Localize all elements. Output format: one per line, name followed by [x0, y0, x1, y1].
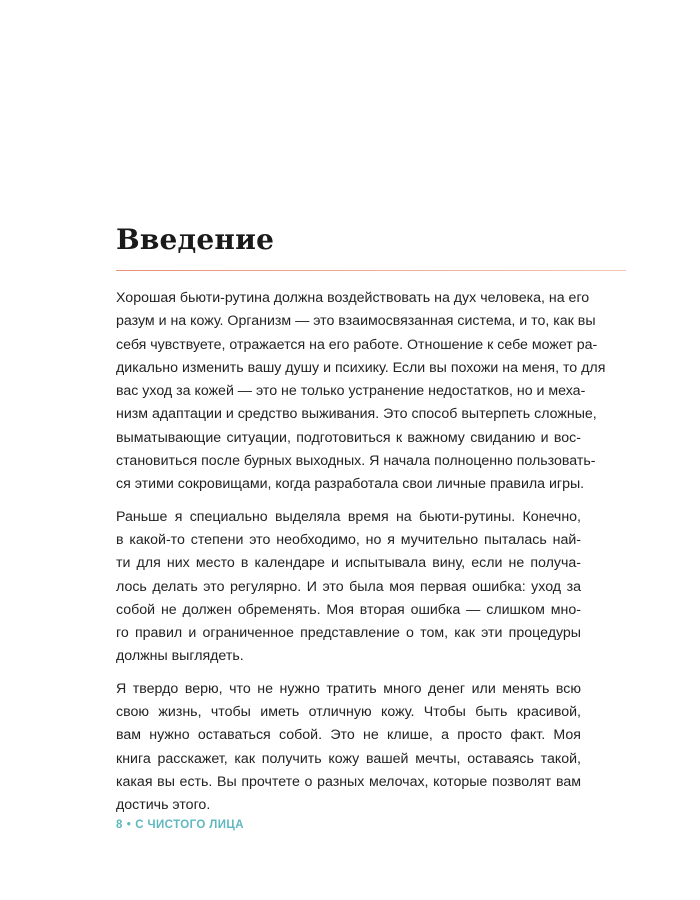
- text-line: выматывающие ситуации, подготовиться к важному свиданию и вос-: [116, 429, 581, 446]
- text-line: вас уход за кожей — это не только устранение недостатков, но и меха-: [116, 383, 586, 400]
- page-number: 8: [116, 819, 123, 831]
- text-line: Раньше я специально выделяла время на бьюти-рутины. Конечно,: [116, 508, 581, 525]
- paragraph-3: [116, 678, 581, 818]
- text-line: Я твердо верю, что не нужно тратить много денег или менять всю: [116, 680, 581, 697]
- paragraph-1: [116, 287, 606, 497]
- text-line: достичь этого.: [116, 797, 211, 814]
- chapter-body: [116, 287, 606, 827]
- page-footer: [116, 819, 244, 831]
- paragraph-2: [116, 506, 581, 669]
- text-line: книга расскажет, как получить кожу вашей мечты, оставаясь такой,: [116, 750, 581, 767]
- text-line: низм адаптации и средство выживания. Это способ вытерпеть сложные,: [116, 406, 597, 423]
- text-line: дикально изменить вашу душу и психику. Если вы похожи на меня, то для: [116, 359, 606, 376]
- text-line: свою жизнь, чтобы иметь отличную кожу. Чтобы быть красивой,: [116, 704, 581, 721]
- text-line: лось делать это регулярно. И это была моя первая ошибка: уход за: [116, 578, 581, 595]
- text-line: ся этими сокровищами, когда разработала свои личные правила игры.: [116, 476, 585, 493]
- text-line: собой не должен обременять. Моя вторая ошибка — слишком мно-: [116, 601, 581, 618]
- text-line: становиться после бурных выходных. Я начала полноценно пользовать-: [116, 453, 596, 470]
- heading-divider: [116, 270, 626, 271]
- text-line: вам нужно оставаться собой. Это не клише, а просто факт. Моя: [116, 727, 581, 744]
- text-line: какая вы есть. Вы прочтете о разных мелочах, которые позволят вам: [116, 773, 581, 790]
- text-line: разум и на кожу. Организм — это взаимосвязанная система, и то, как вы: [116, 313, 596, 330]
- text-line: себя чувствуете, отражается на его работе. Отношение к себе может ра-: [116, 336, 598, 353]
- text-line: Хорошая бьюти-рутина должна воздействовать на дух человека, на его: [116, 290, 590, 306]
- footer-separator: •: [126, 819, 132, 831]
- chapter-heading: Введение: [116, 223, 275, 256]
- running-title: С ЧИСТОГО ЛИЦА: [135, 819, 244, 831]
- text-line: ти для них место в календаре и испытывала вину, если не получа-: [116, 555, 581, 572]
- text-line: го правил и ограниченное представление о том, как эти процедуры: [116, 625, 581, 642]
- text-line: в какой-то степени это необходимо, но я мучительно пыталась най-: [116, 531, 581, 548]
- text-line: должны выглядеть.: [116, 648, 244, 665]
